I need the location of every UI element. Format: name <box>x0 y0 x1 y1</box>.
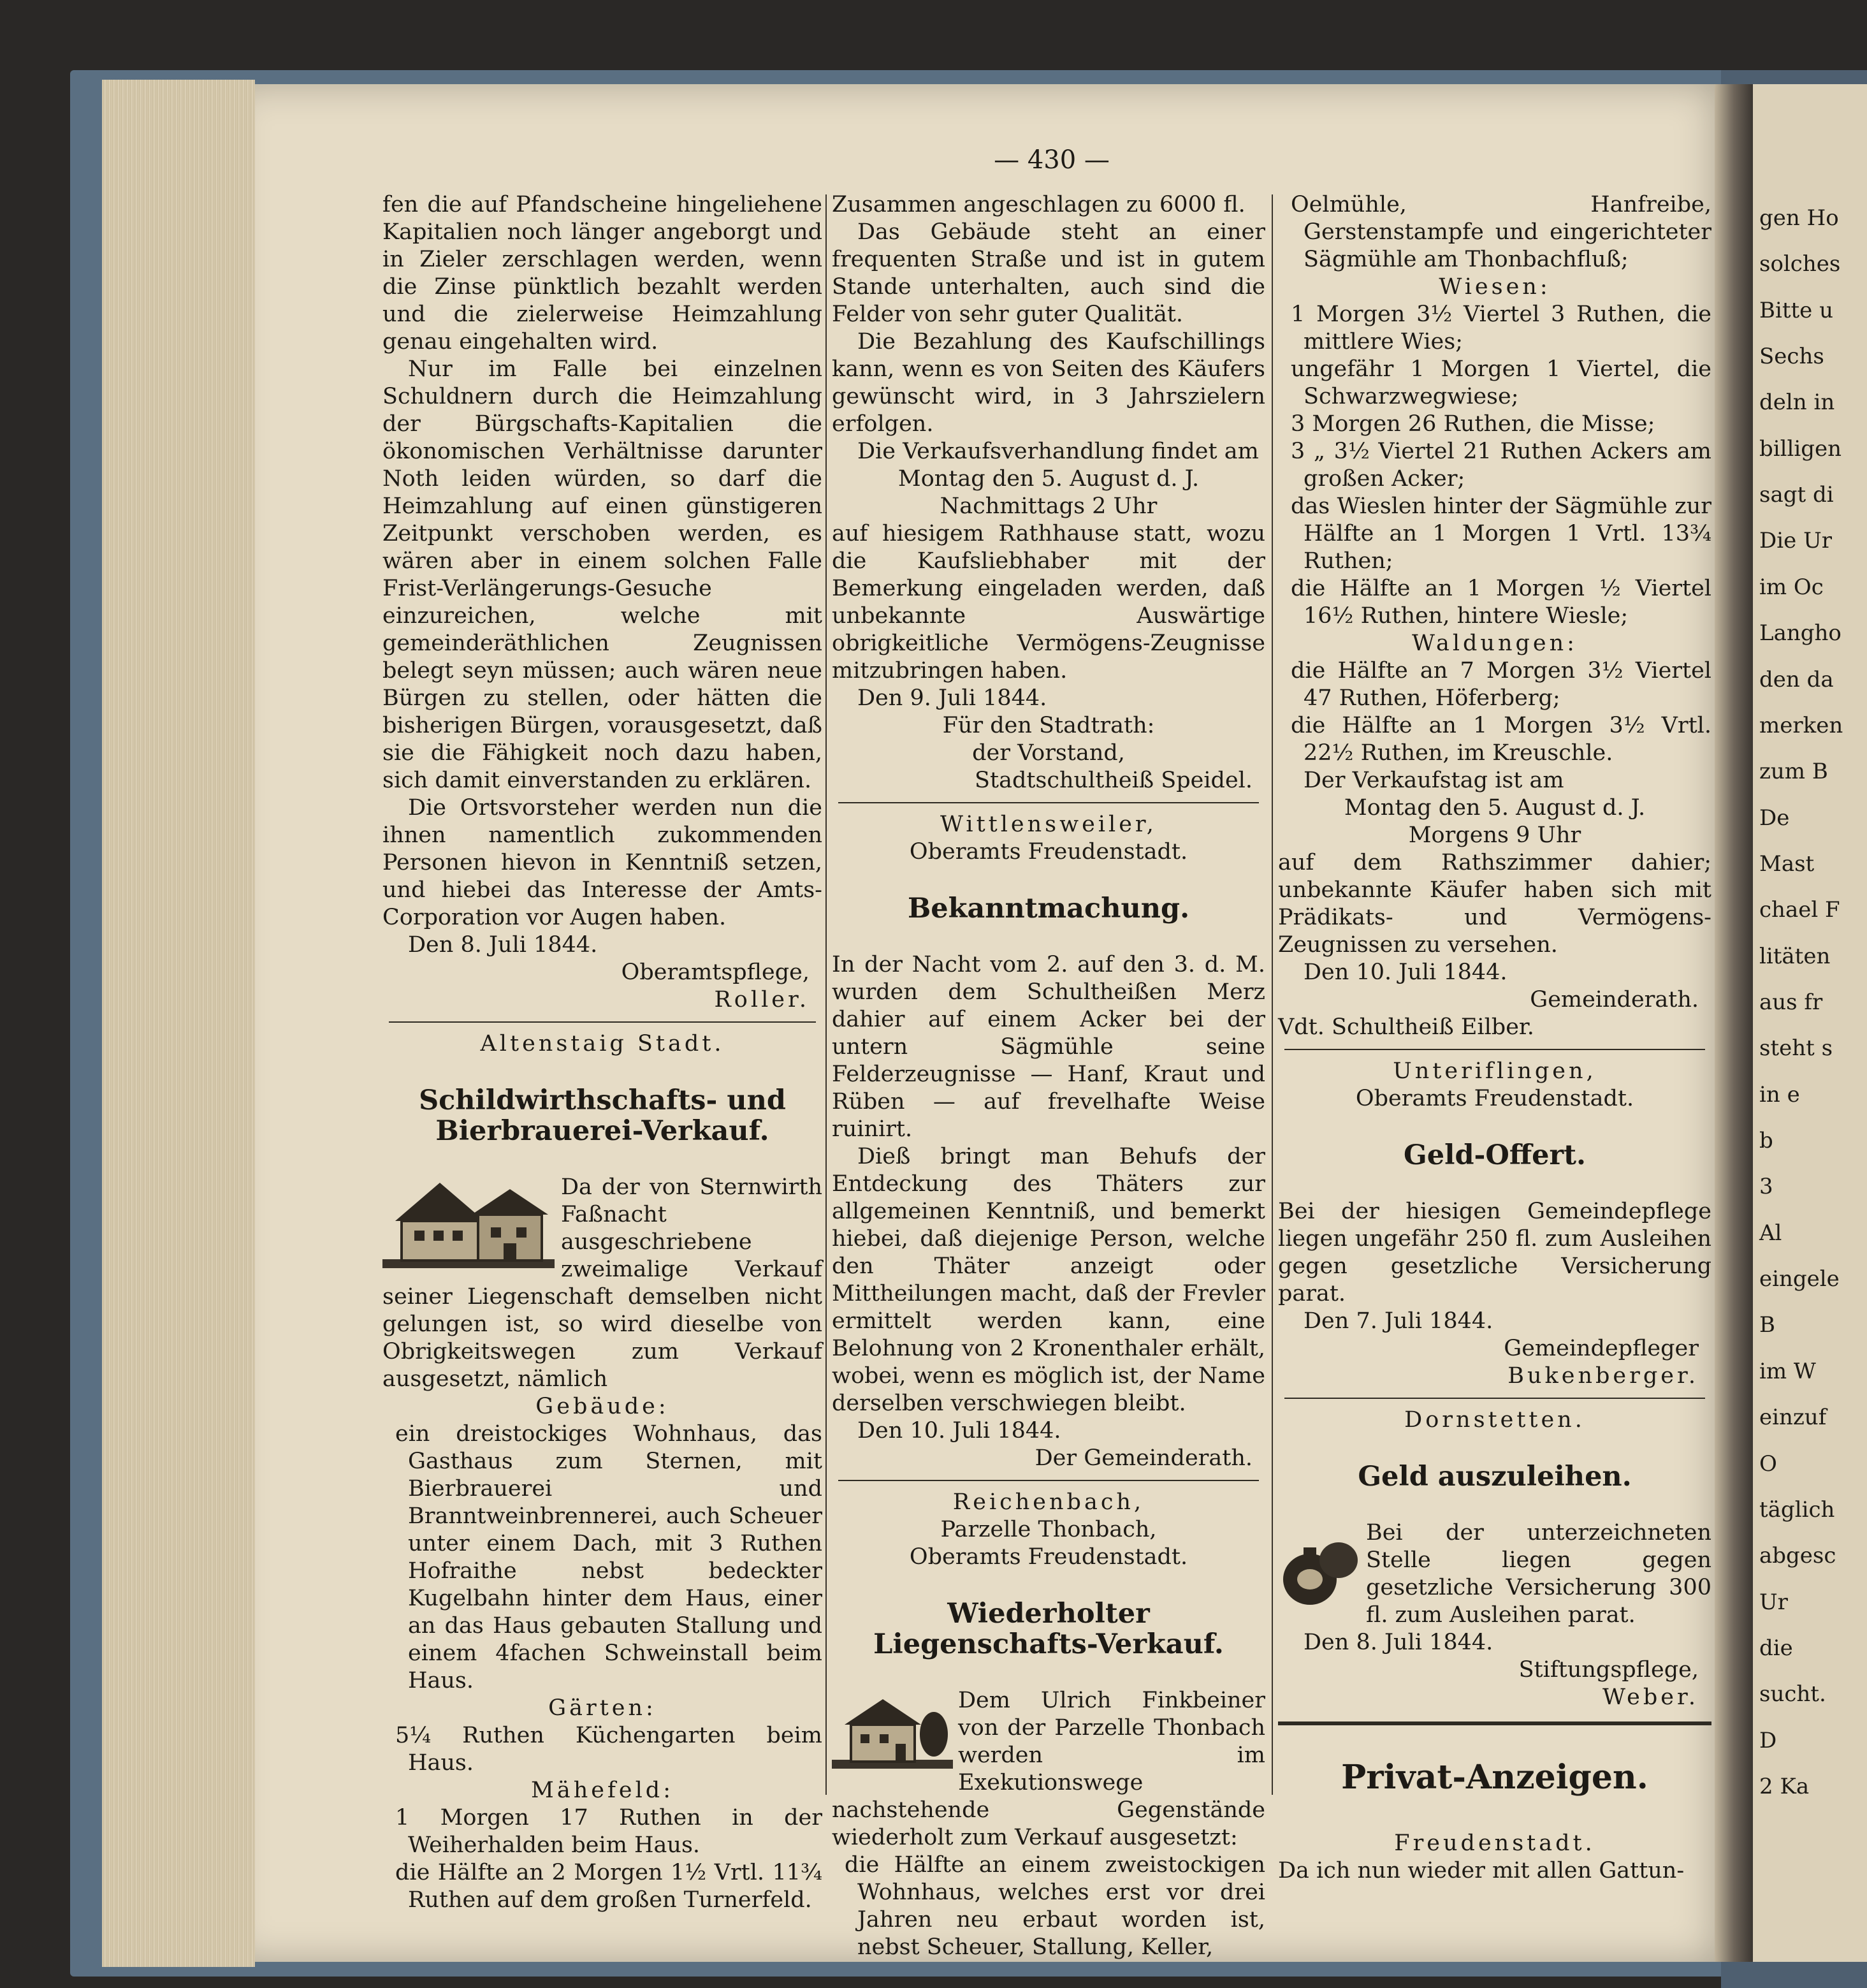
next-page-text-fragment: B <box>1759 1312 1775 1338</box>
signature-name: Bukenberger. <box>1507 1363 1699 1389</box>
next-page-text-fragment: solches <box>1759 251 1841 277</box>
list-item: ungefähr 1 Morgen 1 Viertel, die Schwarzwegwiese; <box>1291 356 1711 409</box>
next-page-text-fragment: in e <box>1759 1082 1800 1107</box>
date-line: Montag den 5. August d. J. <box>897 466 1200 492</box>
signature: Der Gemeinderath. <box>1035 1445 1253 1471</box>
date-line: Den 8. Juli 1844. <box>408 932 598 958</box>
place-heading: Dornstetten. <box>1404 1407 1585 1433</box>
subheading: Mähefeld: <box>530 1778 674 1803</box>
paragraph: Da ich nun wieder mit allen Gattun- <box>1278 1858 1685 1883</box>
place-heading: Freudenstadt. <box>1394 1831 1595 1856</box>
column-2 <box>832 191 1265 1961</box>
signature-name: Roller. <box>714 987 810 1012</box>
next-page-text-fragment: steht s <box>1759 1035 1833 1061</box>
place-heading: Altenstaig Stadt. <box>480 1031 725 1056</box>
next-page-text-fragment: chael F <box>1759 897 1840 923</box>
notice-title: Bekanntmachung. <box>907 893 1190 925</box>
paragraph: Der Verkaufstag ist am <box>1304 768 1564 793</box>
date-line: Den 7. Juli 1844. <box>1304 1308 1493 1334</box>
subheading: Wiesen: <box>1439 274 1551 300</box>
section-divider <box>1284 1398 1705 1399</box>
paragraph: Da der von Sternwirth Faßnacht ausgeschriebene zweimalige Verkauf seiner Liegenschaft demselben nicht gelungen ist, so wird dieselbe von Obrigkeitswegen zum Verkauf ausgesetzt, nämlich <box>382 1174 822 1392</box>
next-page-text-fragment: zum B <box>1759 759 1828 784</box>
parcel-heading: Parzelle Thonbach, <box>940 1517 1157 1542</box>
signature-name: Stadtschultheiß Speidel. <box>975 768 1253 793</box>
column-1 <box>382 191 822 1914</box>
district-heading: Oberamts Freudenstadt. <box>1355 1086 1634 1111</box>
signature: Gemeinderath. <box>1530 987 1699 1012</box>
paragraph: auf dem Rathszimmer dahier; unbekannte Käufer haben sich mit Prädikats- und Vermögens-Zeugnissen zu versehen. <box>1278 850 1711 958</box>
paragraph: Nur im Falle bei einzelnen Schuldnern durch die Heimzahlung der Bürgschafts-Kapitalien die ökonomischen Verhältnisse darunter Noth leiden würden, so darf die Heimzahlung auf einen günstigeren Zeitpunkt verschoben werden, es wären aber in einem solchen Falle Frist-Verlängerungs-Gesuche einzureichen, welche mit gemeinderäthlichen Zeugnissen belegt seyn müssen; auch wären neue Bürgen zu stellen, oder hätten die bisherigen Bürgen, vorausgesetzt, daß sie die Fähigkeit noch dazu haben, sich damit einverstanden zu erklären. <box>382 356 822 793</box>
date-line: Den 10. Juli 1844. <box>857 1418 1061 1443</box>
time-line: Nachmittags 2 Uhr <box>940 493 1158 519</box>
next-page-text-fragment: billigen <box>1759 436 1842 462</box>
page-stack-edges <box>102 80 255 1967</box>
signature-name: Weber. <box>1602 1685 1699 1710</box>
subheading: Gärten: <box>548 1695 657 1721</box>
next-page-text-fragment: gen Ho <box>1759 205 1839 231</box>
page-number: — 430 — <box>994 145 1110 175</box>
next-page-text-fragment: 2 Ka <box>1759 1774 1810 1799</box>
book-gutter <box>1715 84 1753 1962</box>
column-rule-1 <box>825 194 827 1795</box>
paragraph: In der Nacht vom 2. auf den 3. d. M. wurden dem Schultheißen Merz dahier auf einem Acker bei der untern Sägmühle seine Felderzeugnisse — Hanf, Kraut und Rüben — auf frevelhafte Weise ruinirt. <box>832 952 1265 1142</box>
district-heading: Oberamts Freudenstadt. <box>909 1544 1188 1570</box>
next-page-text-fragment: Die Ur <box>1759 528 1832 553</box>
section-divider <box>838 802 1259 803</box>
signature-name: Vdt. Schultheiß Eilber. <box>1278 1014 1534 1040</box>
subheading: Gebäude: <box>535 1394 669 1419</box>
next-page-text-fragment: b <box>1759 1128 1773 1153</box>
list-item: 1 Morgen 3½ Viertel 3 Ruthen, die mittlere Wies; <box>1291 302 1711 354</box>
signature: der Vorstand, <box>972 740 1125 766</box>
paragraph: Bei der hiesigen Gemeindepflege liegen ungefähr 250 fl. zum Ausleihen gegen gesetzliche Versicherung parat. <box>1278 1199 1711 1306</box>
next-page-text-fragment: einzuf <box>1759 1405 1827 1430</box>
next-page-text-fragment: Ur <box>1759 1590 1788 1615</box>
house-woodcut-image <box>382 1176 555 1278</box>
paragraph: Die Bezahlung des Kaufschillings kann, wenn es von Seiten des Käufers gewünscht wird, in 3 Jahrszielern erfolgen. <box>832 329 1265 437</box>
place-heading: Unteriflingen, <box>1393 1058 1597 1084</box>
section-divider <box>1284 1049 1705 1050</box>
next-page-text-fragment: den da <box>1759 667 1834 692</box>
next-page-text-fragment: die <box>1759 1635 1793 1661</box>
list-item: die Hälfte an 2 Morgen 1½ Vrtl. 11¾ Ruthen auf dem großen Turnerfeld. <box>395 1860 822 1913</box>
next-page-text-fragment: De <box>1759 805 1790 831</box>
next-page-text-fragment: O <box>1759 1451 1777 1477</box>
place-heading: Wittlensweiler, <box>940 812 1157 837</box>
signature: Für den Stadtrath: <box>942 713 1155 738</box>
list-item: die Hälfte an 7 Morgen 3½ Viertel 47 Ruthen, Höferberg; <box>1291 658 1711 711</box>
column-3 <box>1278 191 1711 1885</box>
section-divider <box>838 1480 1259 1481</box>
house-woodcut-image <box>832 1690 953 1779</box>
next-page-text-fragment: eingele <box>1759 1266 1840 1292</box>
signature: Oberamtspflege, <box>621 960 810 985</box>
next-page-text-fragment: Sechs <box>1759 344 1824 369</box>
list-item: die Hälfte an 1 Morgen 3½ Vrtl. 22½ Ruthen, im Kreuschle. <box>1291 713 1711 766</box>
next-page-text-fragment: im W <box>1759 1359 1816 1384</box>
next-page-text-fragment: täglich <box>1759 1497 1835 1523</box>
notice-title: Wiederholter Liegenschafts-Verkauf. <box>873 1598 1224 1660</box>
paragraph: Das Gebäude steht an einer frequenten Straße und ist in gutem Stande unterhalten, auch sind die Felder von sehr guter Qualität. <box>832 219 1265 327</box>
next-page-text-fragment: litäten <box>1759 944 1831 969</box>
next-page-text-fragment: Langho <box>1759 620 1842 646</box>
paragraph: Dem Ulrich Finkbeiner von der Parzelle Thonbach werden im Exekutionswege nachstehende Gegenstände wiederholt zum Verkauf ausgesetzt: <box>832 1688 1265 1850</box>
signature: Gemeindepfleger <box>1504 1336 1699 1361</box>
next-page-text-fragment: deln in <box>1759 390 1835 415</box>
paragraph: Die Verkaufsverhandlung findet am <box>857 439 1259 464</box>
next-page-text-fragment: sucht. <box>1759 1681 1826 1707</box>
notice-title: Schildwirthschafts- und Bierbrauerei-Verkauf. <box>419 1085 786 1147</box>
date-line: Montag den 5. August d. J. <box>1344 795 1646 821</box>
notice-title: Geld-Offert. <box>1404 1139 1586 1171</box>
next-page-text-fragment: abgesc <box>1759 1543 1836 1568</box>
place-heading: Reichenbach, <box>952 1489 1145 1515</box>
list-item: 5¼ Ruthen Küchengarten beim Haus. <box>395 1723 822 1776</box>
next-page-text-fragment: aus fr <box>1759 990 1823 1015</box>
next-page-text-fragment: im Oc <box>1759 574 1824 600</box>
section-divider-thick <box>1278 1721 1711 1725</box>
list-item: ein dreistockiges Wohnhaus, das Gasthaus zum Sternen, mit Bierbrauerei und Branntweinbrennerei, auch Scheuer unter einem Dach, mit 3 Ruthen Hofraithe nebst bedeckter Kugelbahn hinter dem Haus, einer an das Haus gebauten Stallung und einem 4fachen Schweinstall beim Haus. <box>395 1421 822 1693</box>
column-rule-2 <box>1272 194 1273 1795</box>
next-page-text-fragment: merken <box>1759 713 1843 738</box>
next-page-text-fragment: sagt di <box>1759 482 1834 508</box>
list-item: 3 Morgen 26 Ruthen, die Misse; <box>1291 411 1655 437</box>
next-page-fragment <box>1753 84 1867 1962</box>
list-item: 1 Morgen 17 Ruthen in der Weiherhalden beim Haus. <box>395 1805 822 1858</box>
date-line: Den 10. Juli 1844. <box>1304 960 1507 985</box>
section-heading: Privat-Anzeigen. <box>1341 1758 1648 1797</box>
subheading: Waldungen: <box>1412 631 1578 656</box>
list-item: Oelmühle, Hanfreibe, Gerstenstampfe und eingerichteter Sägmühle am Thonbachfluß; <box>1291 192 1711 272</box>
next-page-text-fragment: 3 <box>1759 1174 1773 1199</box>
date-line: Den 8. Juli 1844. <box>1304 1630 1493 1655</box>
date-line: Den 9. Juli 1844. <box>857 685 1047 711</box>
list-item: die Hälfte an 1 Morgen ½ Viertel 16½ Ruthen, hintere Wiesle; <box>1291 576 1711 629</box>
paragraph: Die Ortsvorsteher werden nun die ihnen namentlich zukommenden Personen hievon in Kenntniß setzen, und hiebei das Interesse der Amts-Corporation vor Augen haben. <box>382 795 822 930</box>
list-item: die Hälfte an einem zweistockigen Wohnhaus, welches erst vor drei Jahren neu erbaut worden ist, nebst Scheuer, Stallung, Keller, <box>845 1852 1265 1960</box>
paragraph: Dieß bringt man Behufs der Entdeckung des Thäters zur allgemeinen Kenntniß, und bemerkt hiebei, daß diejenige Person, welche den Thäter anzeigt oder Mittheilungen macht, daß der Frevler ermittelt werden kann, eine Belohnung von 2 Kronenthaler erhält, wobei, wenn es möglich ist, der Name derselben verschwiegen bleibt. <box>832 1144 1265 1416</box>
signature: Stiftungspflege, <box>1518 1657 1699 1683</box>
list-item: 3 „ 3½ Viertel 21 Ruthen Ackers am großen Acker; <box>1291 439 1711 492</box>
notice-title: Geld auszuleihen. <box>1358 1461 1632 1493</box>
next-page-text-fragment: Al <box>1759 1220 1782 1246</box>
paragraph: auf hiesigem Rathhause statt, wozu die Kaufsliebhaber mit der Bemerkung eingeladen werden, daß unbekannte Auswärtige obrigkeitliche Vermögens-Zeugnisse mitzubringen haben. <box>832 521 1265 683</box>
next-page-text-fragment: Bitte u <box>1759 298 1834 323</box>
list-item: das Wieslen hinter der Sägmühle zur Hälfte an 1 Morgen 1 Vrtl. 13¾ Ruthen; <box>1291 493 1711 574</box>
next-page-text-fragment: Mast <box>1759 851 1815 877</box>
section-divider <box>389 1021 816 1023</box>
paragraph: Bei der unterzeichneten Stelle liegen gegen gesetzliche Versicherung 300 fl. zum Ausleihen parat. <box>1366 1520 1711 1628</box>
paragraph: Zusammen angeschlagen zu 6000 fl. <box>832 192 1246 217</box>
money-bag-woodcut-image <box>1278 1522 1361 1611</box>
district-heading: Oberamts Freudenstadt. <box>909 839 1188 865</box>
time-line: Morgens 9 Uhr <box>1408 822 1581 848</box>
paragraph: fen die auf Pfandscheine hingeliehene Kapitalien noch länger angeborgt und in Zieler zerschlagen werden, wenn die Zinse pünktlich bezahlt werden und die zielerweise Heimzahlung genau eingehalten wird. <box>382 192 822 354</box>
next-page-text-fragment: D <box>1759 1728 1777 1753</box>
